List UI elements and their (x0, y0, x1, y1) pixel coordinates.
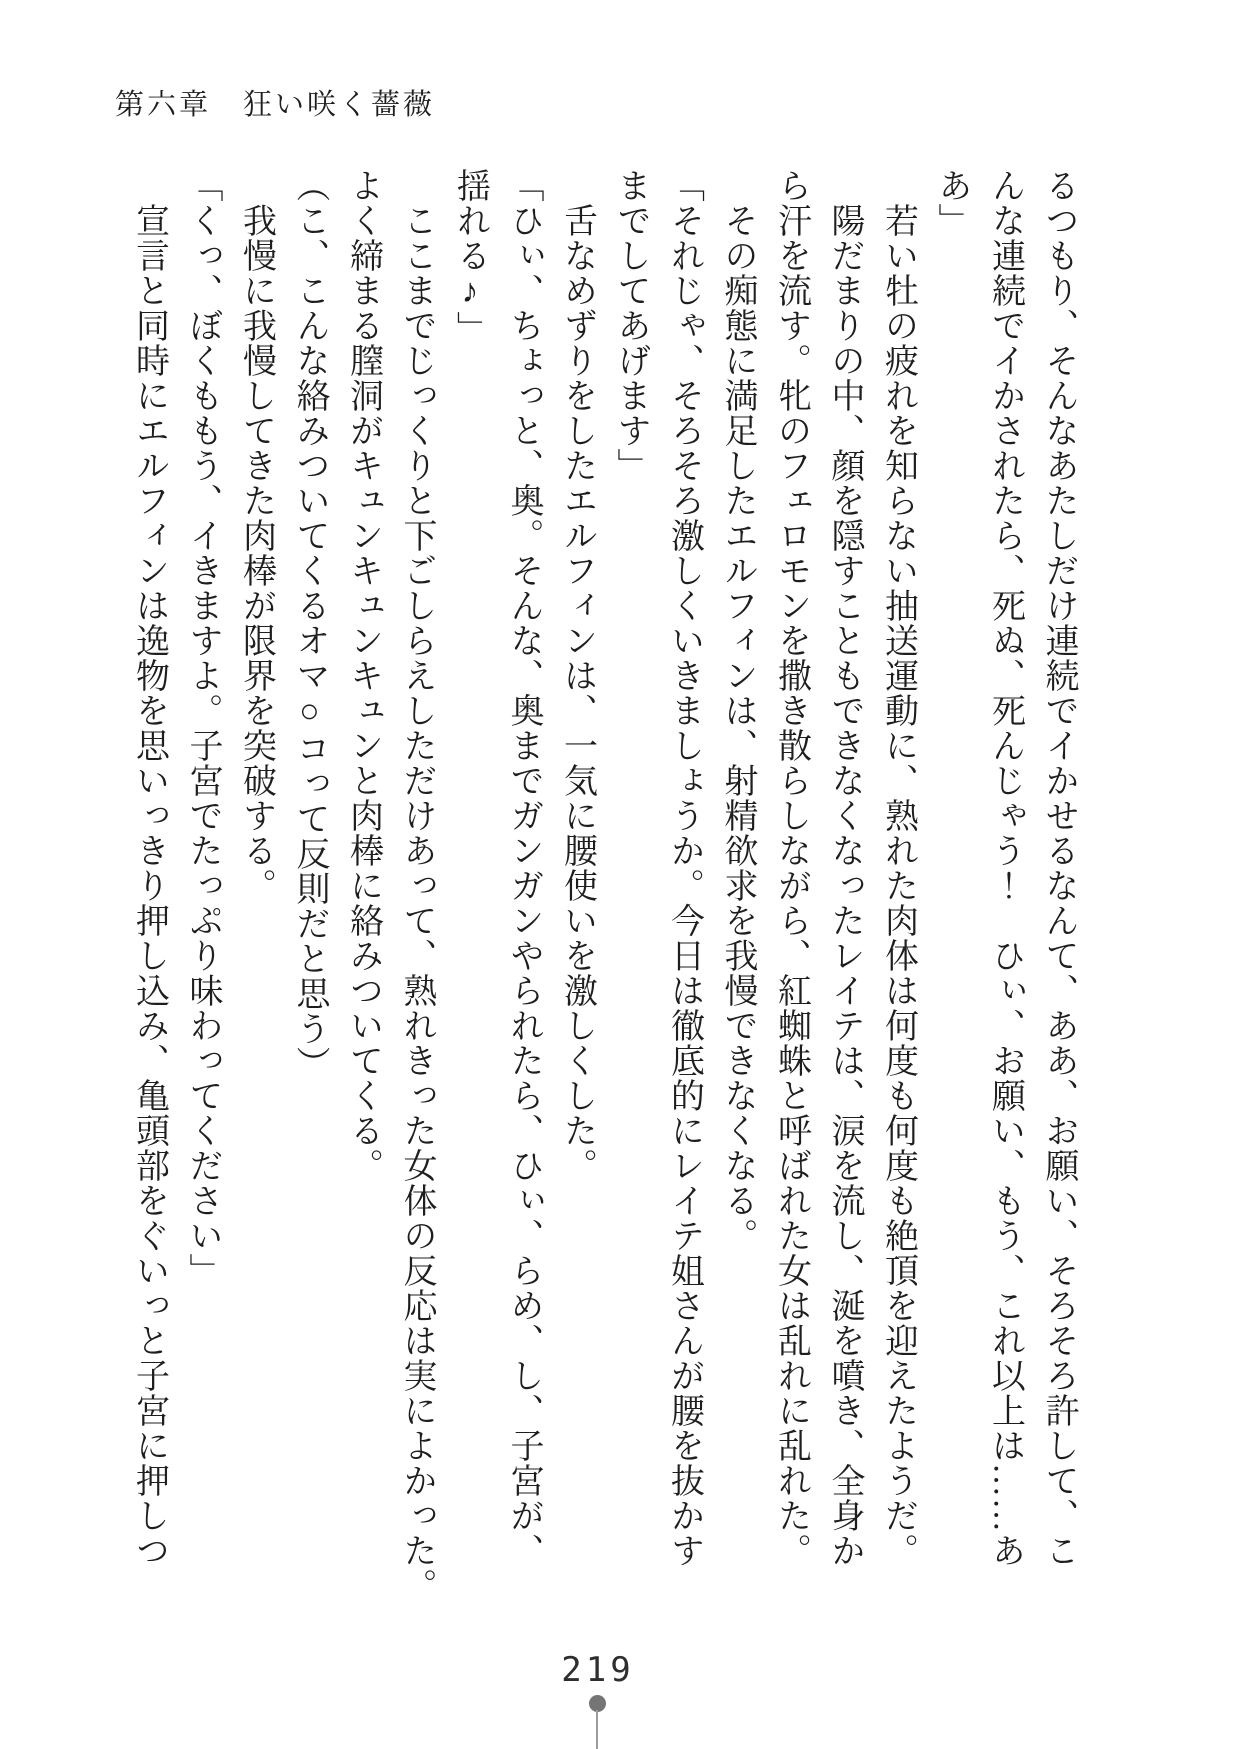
page-number: 219 (561, 1650, 635, 1690)
text-column-18: 宣言と同時にエルフィンは逸物を思いっきり押し込み、亀頭部をぐいっと子宮に押しつ (130, 168, 168, 1568)
text-column-1: るつもり、そんなあたしだけ連続でイかせるなんて、ああ、お願い、そろそろ許して、こ (1040, 168, 1077, 1568)
text-column-6: ら汗を流す。牝のフェロモンを撒き散らしながら、紅蜘蛛と呼ばれた女は乱れに乱れた。 (772, 168, 810, 1568)
text-column-3: あ」 (933, 168, 970, 238)
text-column-5: 陽だまりの中、顔を隠すこともできなくなったレイテは、涙を流し、涎を噴き、全身か (826, 168, 863, 1568)
body-text (122, 168, 1085, 1603)
chapter-header: 第六章 狂い咲く薔薇 (115, 89, 436, 121)
text-column-10: 舌なめずりをしたエルフィンは、一気に腰使いを激しくした。 (558, 168, 596, 1183)
text-column-8: 「それじゃ、そろそろ激しくいきましょうか。今日は徹底的にレイテ姐さんが腰を抜かす (665, 168, 703, 1568)
text-column-17: 「くっ、ぼくももう、イきますよ。子宮でたっぷり味わってください」 (184, 168, 221, 1288)
text-column-11: 「ひぃ、ちょっと、奥。そんな、奥までガンガンやられたら、ひぃ、らめ、し、子宮が、 (505, 168, 542, 1568)
text-column-4: 若い牡の疲れを知らない抽送運動に、熟れた肉体は何度も何度も絶頂を迎えたようだ。 (879, 168, 917, 1568)
text-column-7: その痴態に満足したエルフィンは、射精欲求を我慢できなくなる。 (719, 168, 756, 1253)
text-column-14: よく締まる膣洞がキュンキュンキュンと肉棒に絡みついてくる。 (344, 168, 382, 1183)
text-column-13: ここまでじっくりと下ごしらえしただけあって、熟れきった女体の反応は実によかった。 (398, 168, 435, 1603)
text-column-15: （こ、こんな絡みついてくるオマ○コって反則だと思う） (291, 168, 328, 1081)
text-column-9: までしてあげます」 (612, 168, 649, 483)
text-column-16: 我慢に我慢してきた肉棒が限界を突破する。 (237, 168, 275, 903)
binding-mark-line (596, 1710, 598, 1749)
text-column-2: んな連続でイかされたら、死ぬ、死んじゃう！ ひぃ、お願い、もう、これ以上は……あ (986, 168, 1024, 1568)
text-column-12: 揺れる♪」 (451, 168, 489, 346)
